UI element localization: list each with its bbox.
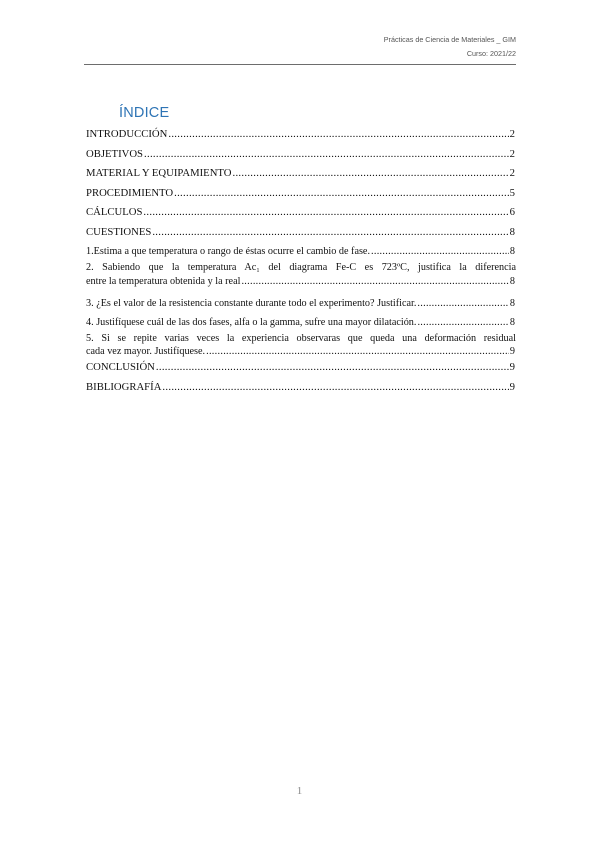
toc-leader — [232, 164, 508, 184]
toc-entry-title: BIBLIOGRAFÍA — [86, 380, 162, 393]
toc-entry-introduccion[interactable] — [86, 125, 516, 145]
toc-entry-title-line2-row — [86, 275, 516, 288]
toc-leader — [162, 378, 508, 398]
toc-entry-question-4[interactable] — [86, 313, 516, 332]
toc-leader — [144, 145, 509, 165]
toc-entry-title: INTRODUCCIÓN — [86, 128, 168, 140]
header-divider — [84, 64, 516, 65]
header-course-year: Curso: 2021/22 — [466, 49, 516, 58]
toc-entry-page: 6 — [509, 206, 515, 218]
toc-entry-title: 4. Justifíquese cuál de las dos fases, alfa o la gamma, sufre una mayor dilatación. — [86, 316, 417, 328]
toc-entry-title: 3. ¿Es el valor de la resistencia constante durante todo el experimento? Justificar. — [86, 297, 417, 309]
toc-entry-title: PROCEDIMIENTO — [86, 186, 174, 199]
toc-entry-page: 8 — [509, 275, 515, 287]
toc-leader — [143, 203, 508, 223]
toc-leader — [417, 313, 508, 332]
toc-entry-conclusion[interactable] — [86, 358, 516, 378]
toc-entry-title-line2: cada vez mayor. Justifíquese. — [86, 346, 206, 357]
toc-leader — [156, 358, 509, 378]
page-number: 1 — [296, 785, 303, 797]
toc-title: ÍNDICE — [119, 105, 170, 121]
toc-entry-title: CUESTIONES — [86, 225, 152, 238]
toc-entry-title: CONCLUSIÓN — [86, 361, 155, 373]
toc-entry-title: CÁLCULOS — [86, 206, 143, 218]
toc-leader — [371, 242, 509, 261]
toc-entry-page: 2 — [509, 128, 515, 140]
toc-leader — [417, 294, 508, 313]
toc-entry-title-line2: entre la temperatura obtenida y la real — [86, 275, 241, 287]
toc-entry-question-5[interactable] — [86, 333, 516, 359]
header-course-title: Prácticas de Ciencia de Materiales _ GIM — [383, 35, 516, 44]
toc-entry-page: 2 — [509, 147, 515, 160]
toc-entry-question-1[interactable] — [86, 242, 516, 261]
toc-entry-procedimiento[interactable] — [86, 184, 516, 204]
toc-entry-question-3[interactable] — [86, 294, 516, 313]
toc-entry-page: 5 — [509, 186, 515, 199]
toc-leader — [206, 345, 509, 358]
toc-entry-calculos[interactable] — [86, 203, 516, 223]
toc-entry-bibliografia[interactable] — [86, 378, 516, 398]
toc-entry-page: 9 — [509, 346, 515, 357]
toc-leader — [174, 184, 509, 204]
toc-leader — [241, 275, 508, 288]
toc-entry-question-2[interactable] — [86, 262, 516, 288]
toc-entry-page: 2 — [509, 167, 515, 179]
toc-entry-page: 8 — [509, 246, 515, 257]
toc-entry-material[interactable] — [86, 164, 516, 184]
toc-entry-title-line1: 5. Si se repite varias veces la experiencia observaras que queda una deformación residual — [86, 332, 516, 344]
toc-entry-page: 8 — [509, 316, 515, 328]
toc-entry-objetivos[interactable] — [86, 145, 516, 165]
toc-entry-page: 9 — [509, 380, 515, 393]
toc-leader — [168, 125, 508, 145]
table-of-contents — [86, 125, 516, 397]
toc-entry-page: 9 — [509, 361, 515, 373]
toc-entry-title: OBJETIVOS — [86, 147, 144, 160]
toc-leader — [152, 223, 508, 243]
toc-entry-title-line1: 2. Sabiendo que la temperatura Ac₁ del diagrama Fe-C es 723ºC, justifica la diferencia — [86, 262, 516, 273]
toc-entry-page: 8 — [509, 297, 515, 309]
toc-entry-title: 1.Estima a que temperatura o rango de éstas ocurre el cambio de fase. — [86, 246, 370, 257]
toc-entry-title: MATERIAL Y EQUIPAMIENTO — [86, 167, 232, 179]
toc-entry-cuestiones[interactable] — [86, 223, 516, 243]
page-header — [384, 33, 516, 61]
toc-entry-page: 8 — [509, 225, 515, 238]
toc-entry-title-line2-row — [86, 345, 516, 358]
